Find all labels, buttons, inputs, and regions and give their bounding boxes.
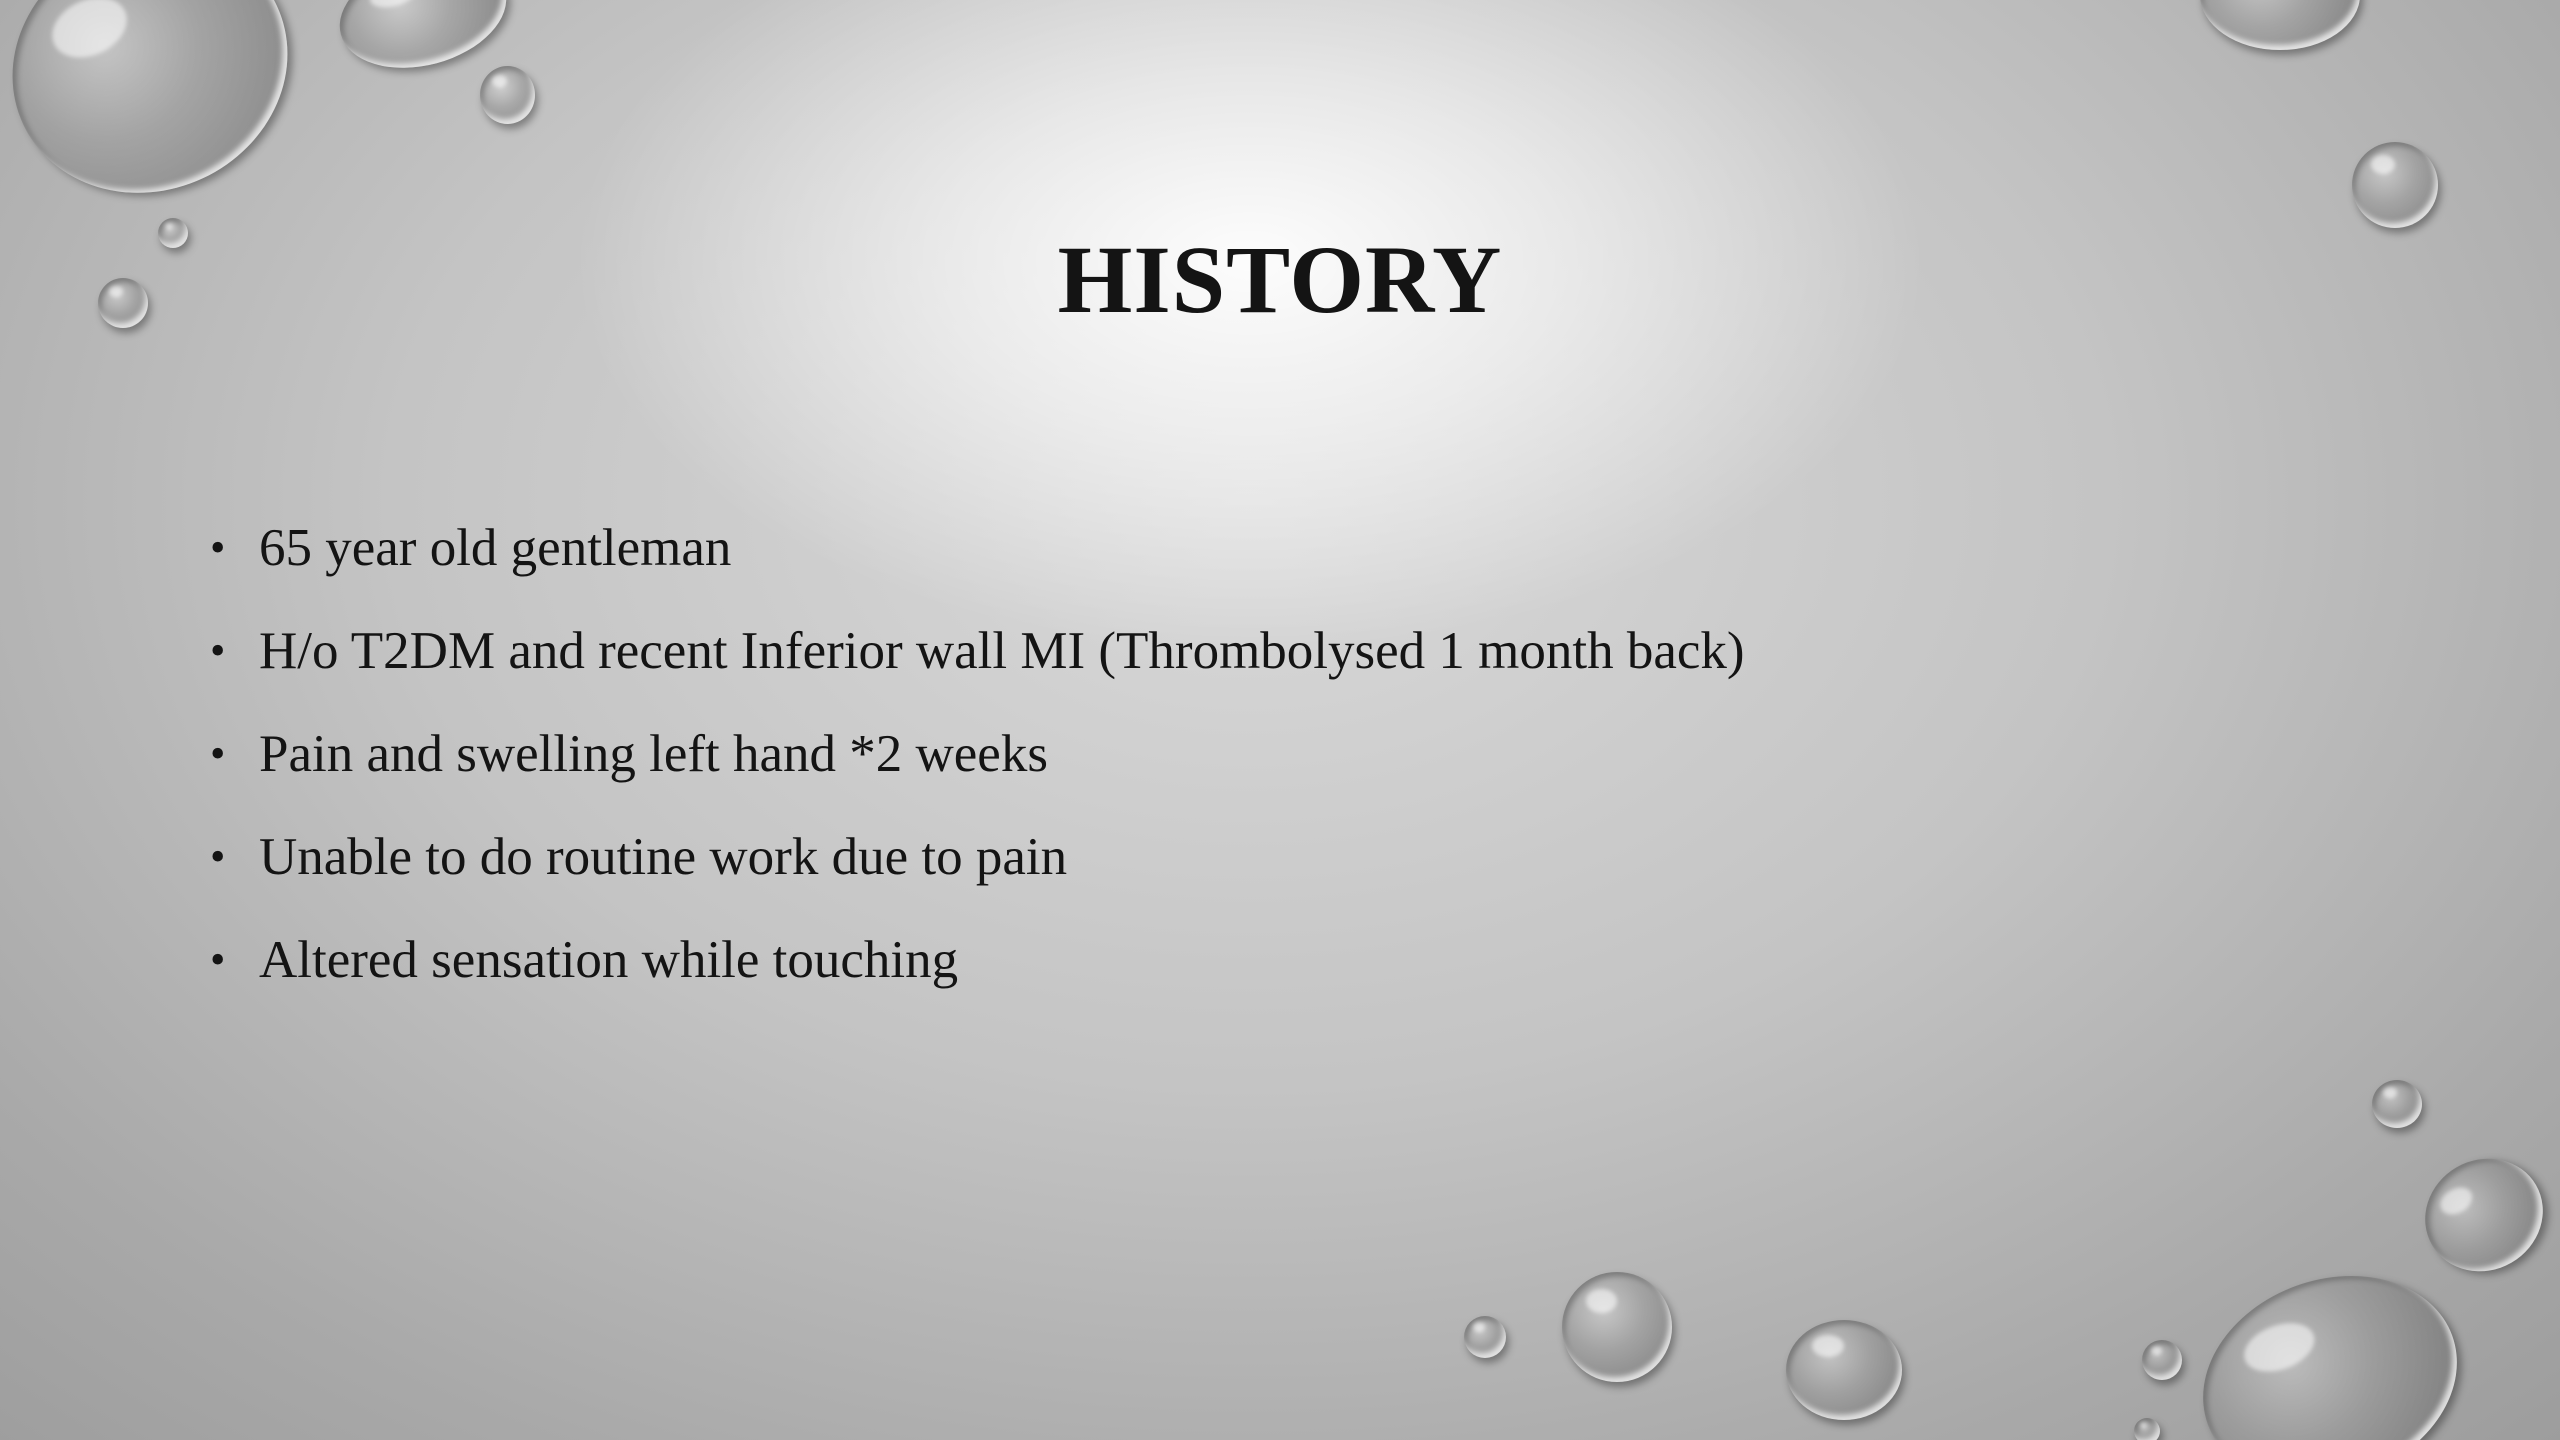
water-drop-icon (2200, 0, 2360, 50)
bullet-icon: • (210, 523, 226, 572)
bullet-icon: • (210, 935, 226, 984)
bullet-list (210, 510, 1745, 1025)
water-drop-icon (1786, 1320, 1902, 1420)
list-item (210, 819, 1745, 922)
water-drop-icon (1464, 1316, 1506, 1358)
bullet-icon: • (210, 729, 226, 778)
list-item (210, 716, 1745, 819)
bullet-icon: • (210, 832, 226, 881)
water-drop-icon (1562, 1272, 1672, 1382)
water-drop-icon (480, 66, 535, 124)
list-item-text: Altered sensation while touching (259, 931, 959, 989)
list-item-text: Unable to do routine work due to pain (259, 828, 1068, 886)
water-drop-icon (2142, 1340, 2182, 1380)
list-item-text: H/o T2DM and recent Inferior wall MI (Thrombolysed 1 month back) (259, 622, 1745, 680)
water-drop-icon (2174, 1242, 2487, 1440)
water-drop-icon (0, 0, 330, 237)
water-drop-icon (2134, 1418, 2160, 1440)
bullet-icon: • (210, 626, 226, 675)
list-item (210, 613, 1745, 716)
water-drop-icon (2352, 142, 2438, 228)
list-item (210, 510, 1745, 613)
slide-title: HISTORY (1057, 226, 1503, 333)
water-drop-icon (2372, 1080, 2422, 1128)
water-drop-icon (2405, 1137, 2560, 1292)
list-item-text: Pain and swelling left hand *2 weeks (259, 725, 1048, 783)
list-item (210, 922, 1745, 1025)
list-item-text: 65 year old gentleman (259, 519, 732, 577)
